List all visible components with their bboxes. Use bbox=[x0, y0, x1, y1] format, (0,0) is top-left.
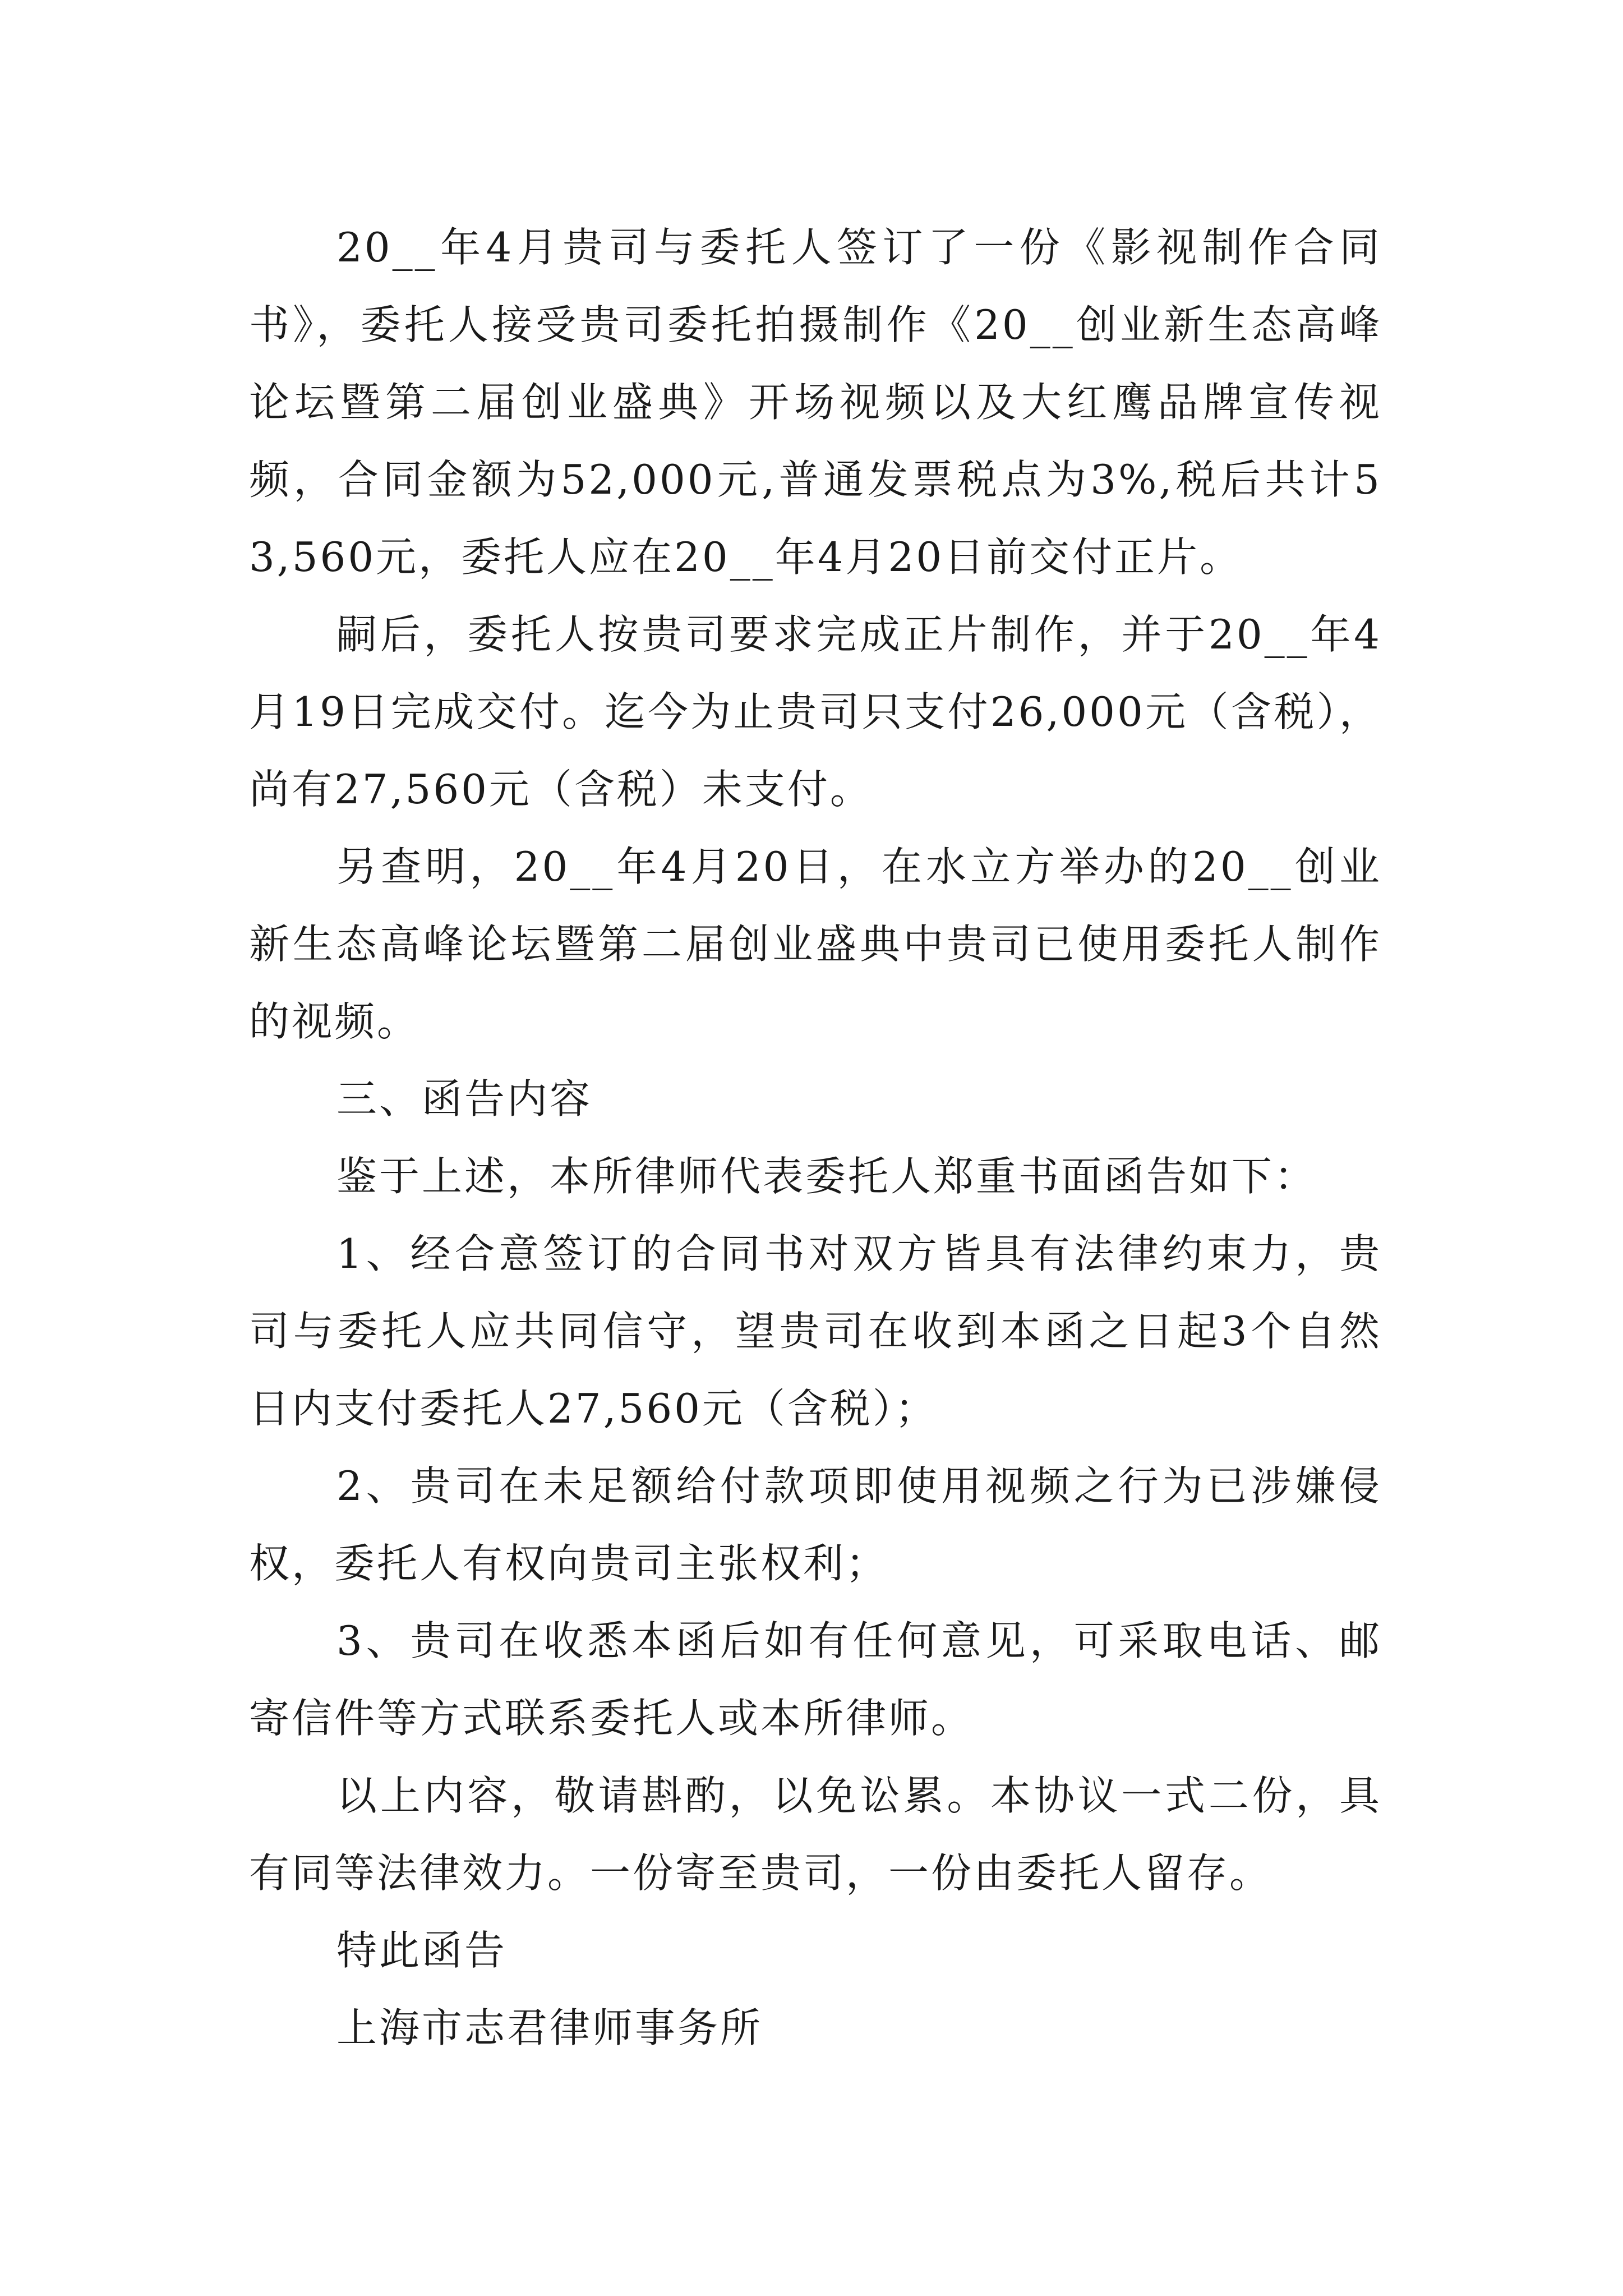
letter-body bbox=[249, 209, 1382, 2067]
closing-phrase: 特此函告 bbox=[336, 1927, 508, 1974]
paragraph-closing: 以上内容，敬请斟酌，以免讼累。本协议一式二份，具有同等法律效力。一份寄至贵司，一份由委托人留存。 bbox=[249, 1772, 1382, 1897]
paragraph-contract-background: 20__年4月贵司与委托人签订了一份《影视制作合同书》，委托人接受贵司委托拍摄制作《20__创业新生态高峰论坛暨第二届创业盛典》开场视频以及大红鹰品牌宣传视频，合同金额为52,000元,普通发票税点为3%,税后共计53,560元，委托人应在20__年4月20日前交付正片。 bbox=[249, 224, 1382, 581]
paragraph-item-3: 3、贵司在收悉本函后如有任何意见，可采取电话、邮寄信件等方式联系委托人或本所律师。 bbox=[249, 1617, 1382, 1742]
signature-law-firm: 上海市志君律师事务所 bbox=[336, 2004, 763, 2051]
section-heading-notice-content: 三、函告内容 bbox=[336, 1075, 593, 1122]
paragraph-notice-intro: 鉴于上述，本所律师代表委托人郑重书面函告如下： bbox=[336, 1153, 1317, 1200]
paragraph-video-usage: 另查明，20__年4月20日，在水立方举办的20__创业新生态高峰论坛暨第二届创业盛典中贵司已使用委托人制作的视频。 bbox=[249, 843, 1382, 1045]
paragraph-item-2: 2、贵司在未足额给付款项即使用视频之行为已涉嫌侵权，委托人有权向贵司主张权利； bbox=[249, 1462, 1382, 1587]
paragraph-item-1: 1、经合意签订的合同书对双方皆具有法律约束力，贵司与委托人应共同信守，望贵司在收到本函之日起3个自然日内支付委托人27,560元（含税）； bbox=[249, 1230, 1382, 1432]
paragraph-delivery-payment: 嗣后，委托人按贵司要求完成正片制作，并于20__年4月19日完成交付。迄今为止贵司只支付26,000元（含税），尚有27,560元（含税）未支付。 bbox=[249, 611, 1382, 813]
